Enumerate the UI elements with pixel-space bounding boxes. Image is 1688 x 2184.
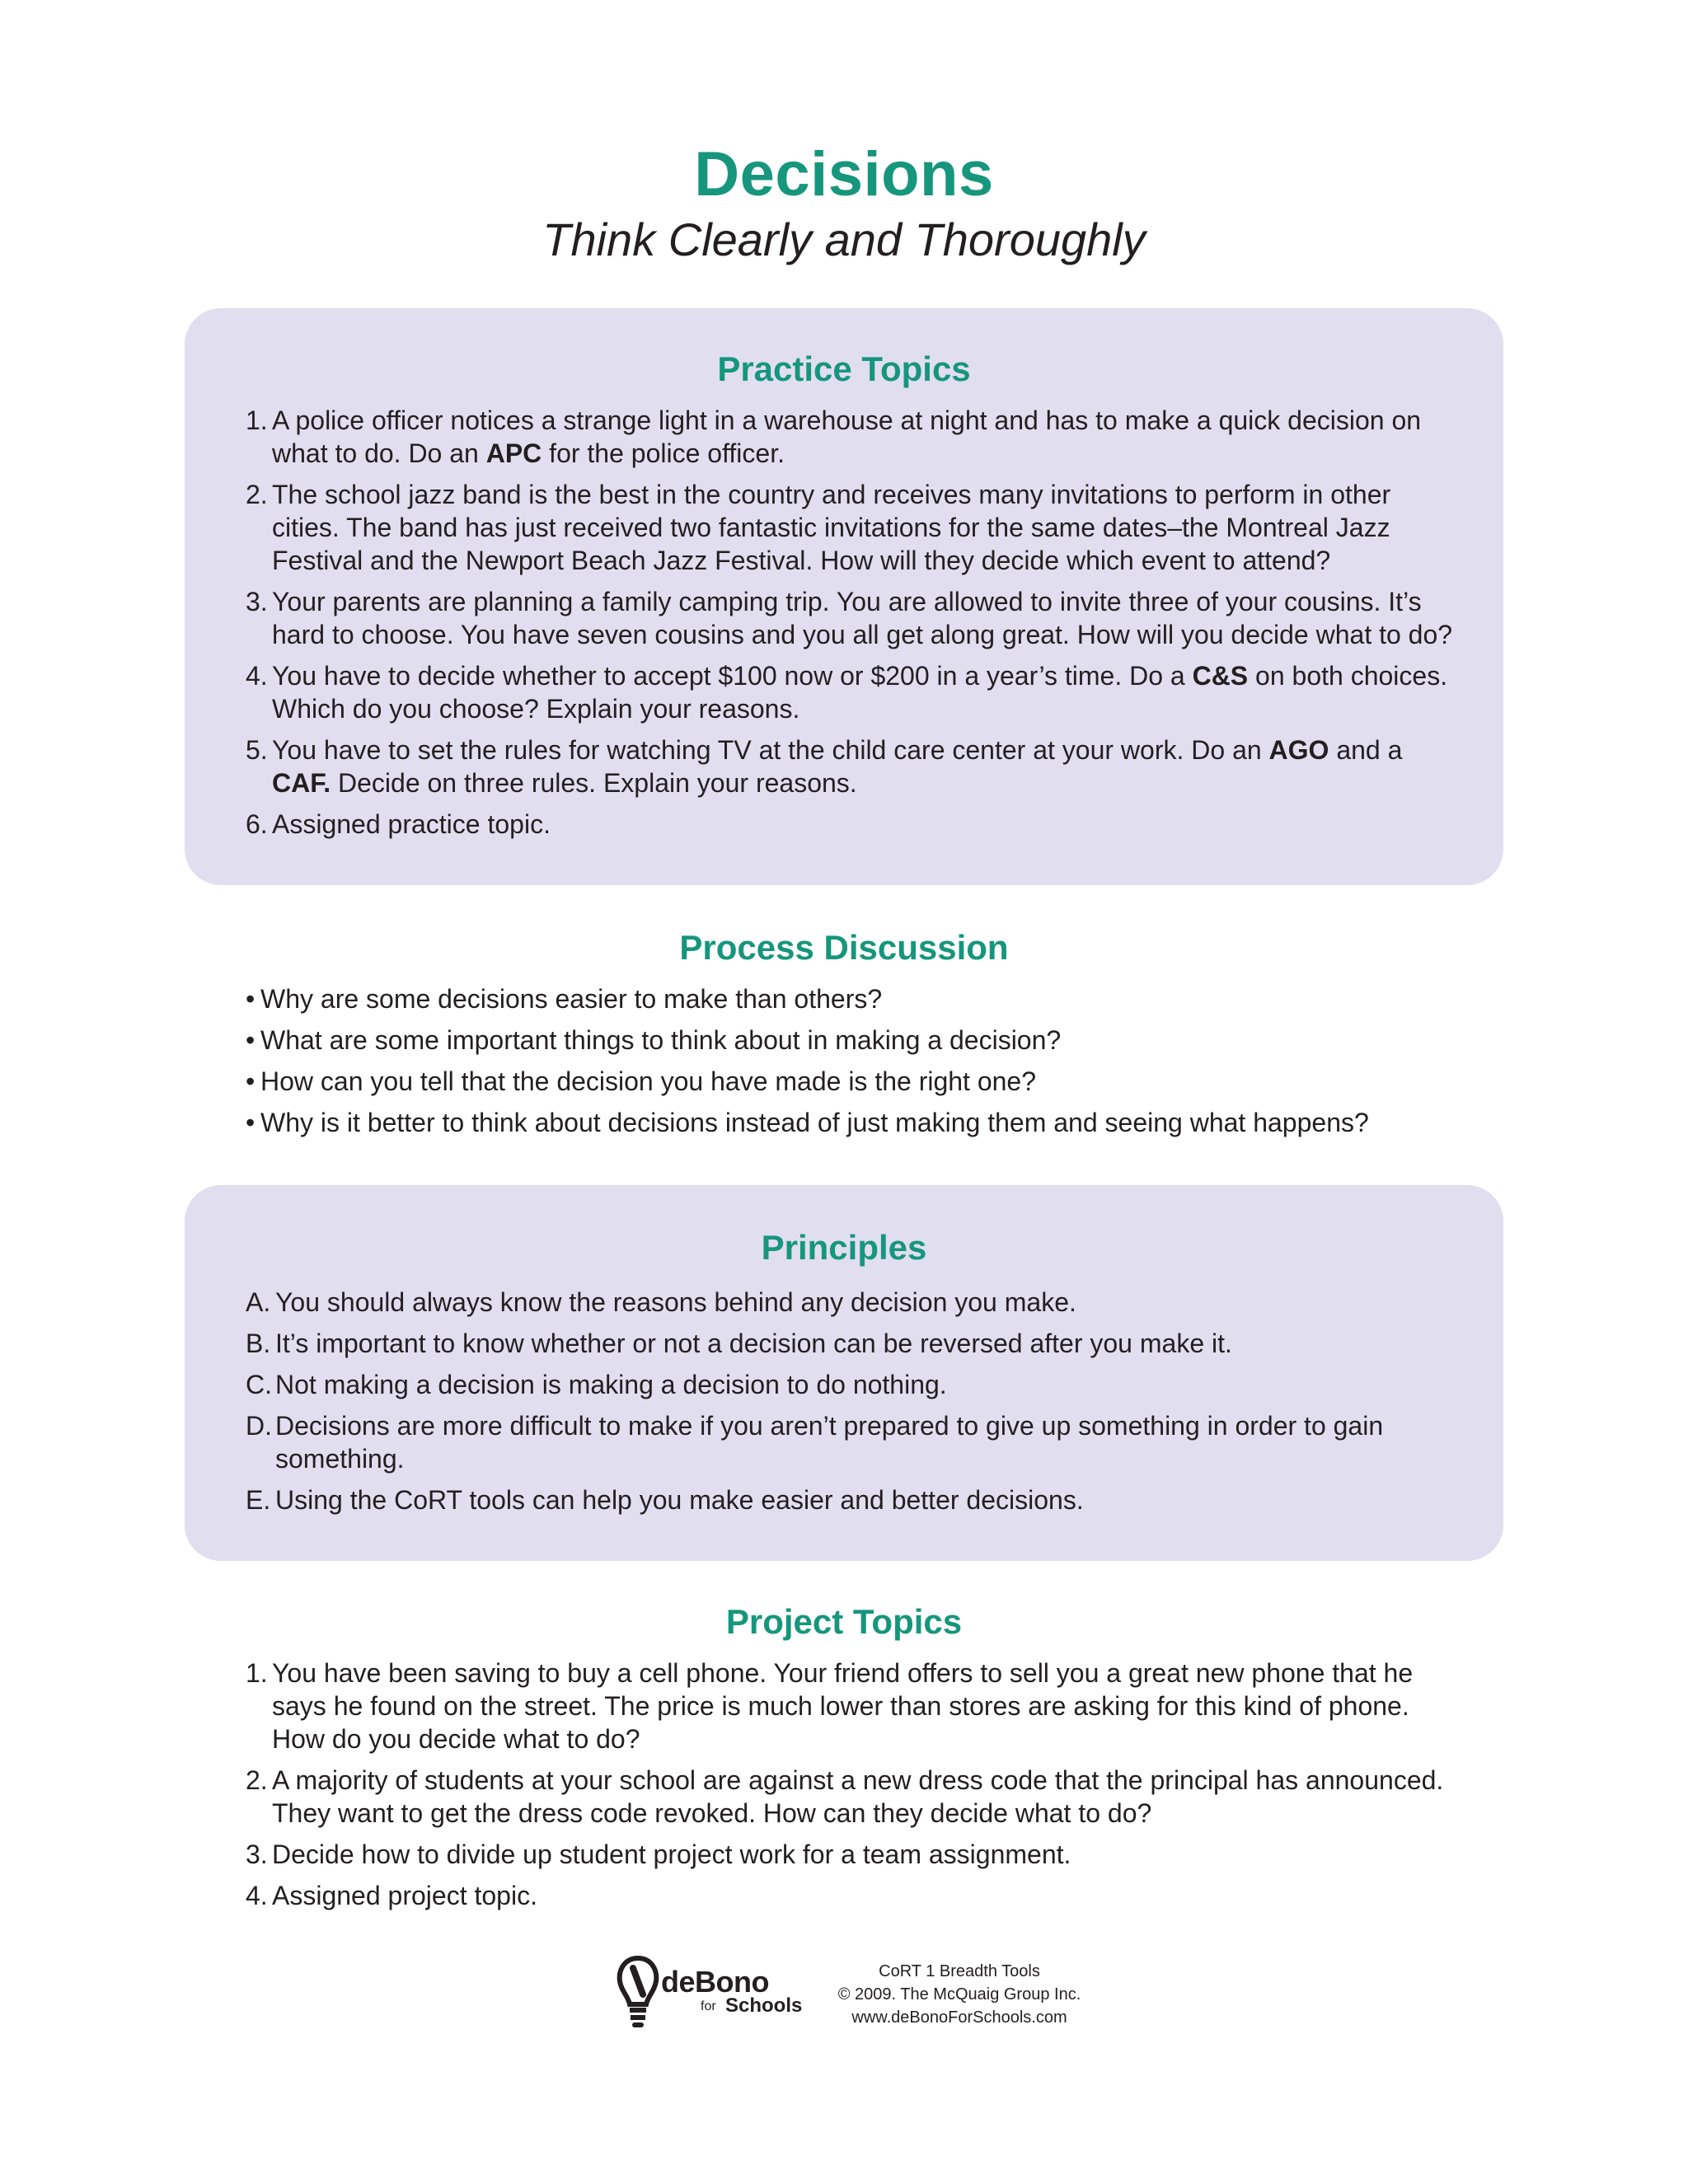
list-item — [246, 733, 1457, 799]
item-text: How can you tell that the decision you have made is the right one? — [260, 1066, 1037, 1096]
list-item — [246, 1764, 1457, 1830]
list-marker: 2. — [246, 1765, 268, 1795]
process-discussion-list — [246, 982, 1457, 1147]
list-marker: • — [246, 1025, 256, 1055]
list-marker: 4. — [246, 1881, 268, 1910]
project-topics-heading: Project Topics — [725, 1602, 963, 1641]
item-text: Why is it better to think about decisions instead of just making them and seeing what happens? — [260, 1108, 1369, 1137]
item-text: What are some important things to think about in making a decision? — [260, 1025, 1062, 1055]
list-marker: 2. — [246, 480, 268, 509]
list-marker: A. — [246, 1287, 271, 1317]
list-item — [246, 1657, 1457, 1755]
list-item — [246, 404, 1457, 470]
list-marker: • — [246, 1066, 256, 1096]
debono-logo — [615, 1953, 813, 2027]
list-item — [246, 1327, 1457, 1360]
credit-line: www.deBonoForSchools.com — [851, 2008, 1067, 2027]
list-marker: • — [246, 984, 256, 1014]
list-marker: 1. — [246, 1658, 268, 1688]
list-item — [246, 585, 1457, 651]
item-text: on both choices. Which do you choose? Explain your reasons. — [272, 661, 1448, 724]
list-item — [246, 1483, 1457, 1516]
list-marker: 3. — [246, 1840, 268, 1869]
tool-acronym: C&S — [1192, 661, 1249, 691]
item-text: Assigned practice topic. — [272, 809, 551, 839]
list-item — [246, 982, 1457, 1015]
list-item — [246, 1879, 1457, 1912]
item-text: Using the CoRT tools can help you make easier and better decisions. — [275, 1485, 1084, 1515]
item-text: Decide how to divide up student project work for a team assignment. — [272, 1840, 1071, 1869]
list-marker: 3. — [246, 587, 268, 616]
logo-brand: deBono — [661, 1965, 769, 1999]
item-text: The school jazz band is the best in the country and receives many invitations to perform in other cities. The band has just received two fantastic invitations for the same dates–the Montreal Jazz Festival and the Newport Beach Jazz Festival. How will they decide which event to attend? — [272, 480, 1391, 575]
item-text: Decide on three rules. Explain your reasons. — [331, 768, 857, 798]
principles-heading: Principles — [761, 1228, 927, 1267]
list-item — [246, 659, 1457, 725]
list-item — [246, 1106, 1457, 1139]
practice-topics-heading: Practice Topics — [717, 349, 971, 388]
principles-list — [246, 1286, 1457, 1525]
practice-topics-list — [246, 404, 1457, 849]
item-text: A majority of students at your school are against a new dress code that the principal has announced. They want to get the dress code revoked. How can they decide what to do? — [272, 1765, 1444, 1828]
credit-line: CoRT 1 Breadth Tools — [879, 1962, 1040, 1980]
item-text: You have to decide whether to accept $100 now or $200 in a year’s time. Do a — [272, 661, 1193, 691]
item-text: You have to set the rules for watching TV at the child care center at your work. Do an — [272, 735, 1269, 765]
logo-schools: Schools — [725, 1994, 803, 2017]
tool-acronym: AGO — [1268, 735, 1329, 765]
lightbulb-icon — [615, 1953, 661, 2032]
list-marker: • — [246, 1108, 256, 1137]
footer — [615, 1953, 1109, 2036]
tool-acronym: APC — [485, 438, 542, 468]
list-marker: 5. — [246, 735, 268, 765]
list-marker: D. — [246, 1411, 272, 1441]
list-item — [246, 1368, 1457, 1401]
tool-acronym: CAF. — [272, 768, 331, 798]
list-item — [246, 1286, 1457, 1319]
page-title: Decisions — [694, 139, 994, 209]
list-item — [246, 808, 1457, 841]
footer-credits — [828, 1960, 1091, 2029]
item-text: Your parents are planning a family camping trip. You are allowed to invite three of your cousins. It’s hard to choose. You have seven cousins and you all get along great. How will you decide what to do? — [272, 587, 1453, 649]
list-item — [246, 1409, 1457, 1475]
credit-line: © 2009. The McQuaig Group Inc. — [837, 1985, 1081, 2004]
list-item — [246, 1065, 1457, 1098]
item-text: A police officer notices a strange light in a warehouse at night and has to make a quick decision on what to do. Do an — [272, 405, 1422, 468]
item-text: It’s important to know whether or not a decision can be reversed after you make it. — [275, 1329, 1232, 1358]
list-item — [246, 478, 1457, 577]
item-text: You should always know the reasons behind any decision you make. — [275, 1287, 1076, 1317]
item-text: Assigned project topic. — [272, 1881, 537, 1910]
item-text: for the police officer. — [542, 438, 785, 468]
item-text: Decisions are more difficult to make if you aren’t prepared to give up something in order to gain something. — [275, 1411, 1384, 1474]
list-marker: E. — [246, 1485, 271, 1515]
page-subtitle: Think Clearly and Thoroughly — [542, 213, 1146, 265]
list-item — [246, 1838, 1457, 1871]
list-marker: 6. — [246, 809, 268, 839]
list-item — [246, 1024, 1457, 1057]
list-marker: B. — [246, 1329, 271, 1358]
item-text: and a — [1329, 735, 1403, 765]
list-marker: 4. — [246, 661, 268, 691]
list-marker: 1. — [246, 405, 268, 435]
logo-for: for — [701, 1999, 716, 2013]
item-text: Not making a decision is making a decision to do nothing. — [275, 1370, 947, 1399]
item-text: You have been saving to buy a cell phone. Your friend offers to sell you a great new phone that he says he found on the street. The price is much lower than stores are asking for this kind of phone. How do you decide what to do? — [272, 1658, 1414, 1754]
item-text: Why are some decisions easier to make than others? — [260, 984, 883, 1014]
project-topics-list — [246, 1657, 1457, 1920]
list-marker: C. — [246, 1370, 272, 1399]
process-discussion-heading: Process Discussion — [679, 928, 1009, 967]
